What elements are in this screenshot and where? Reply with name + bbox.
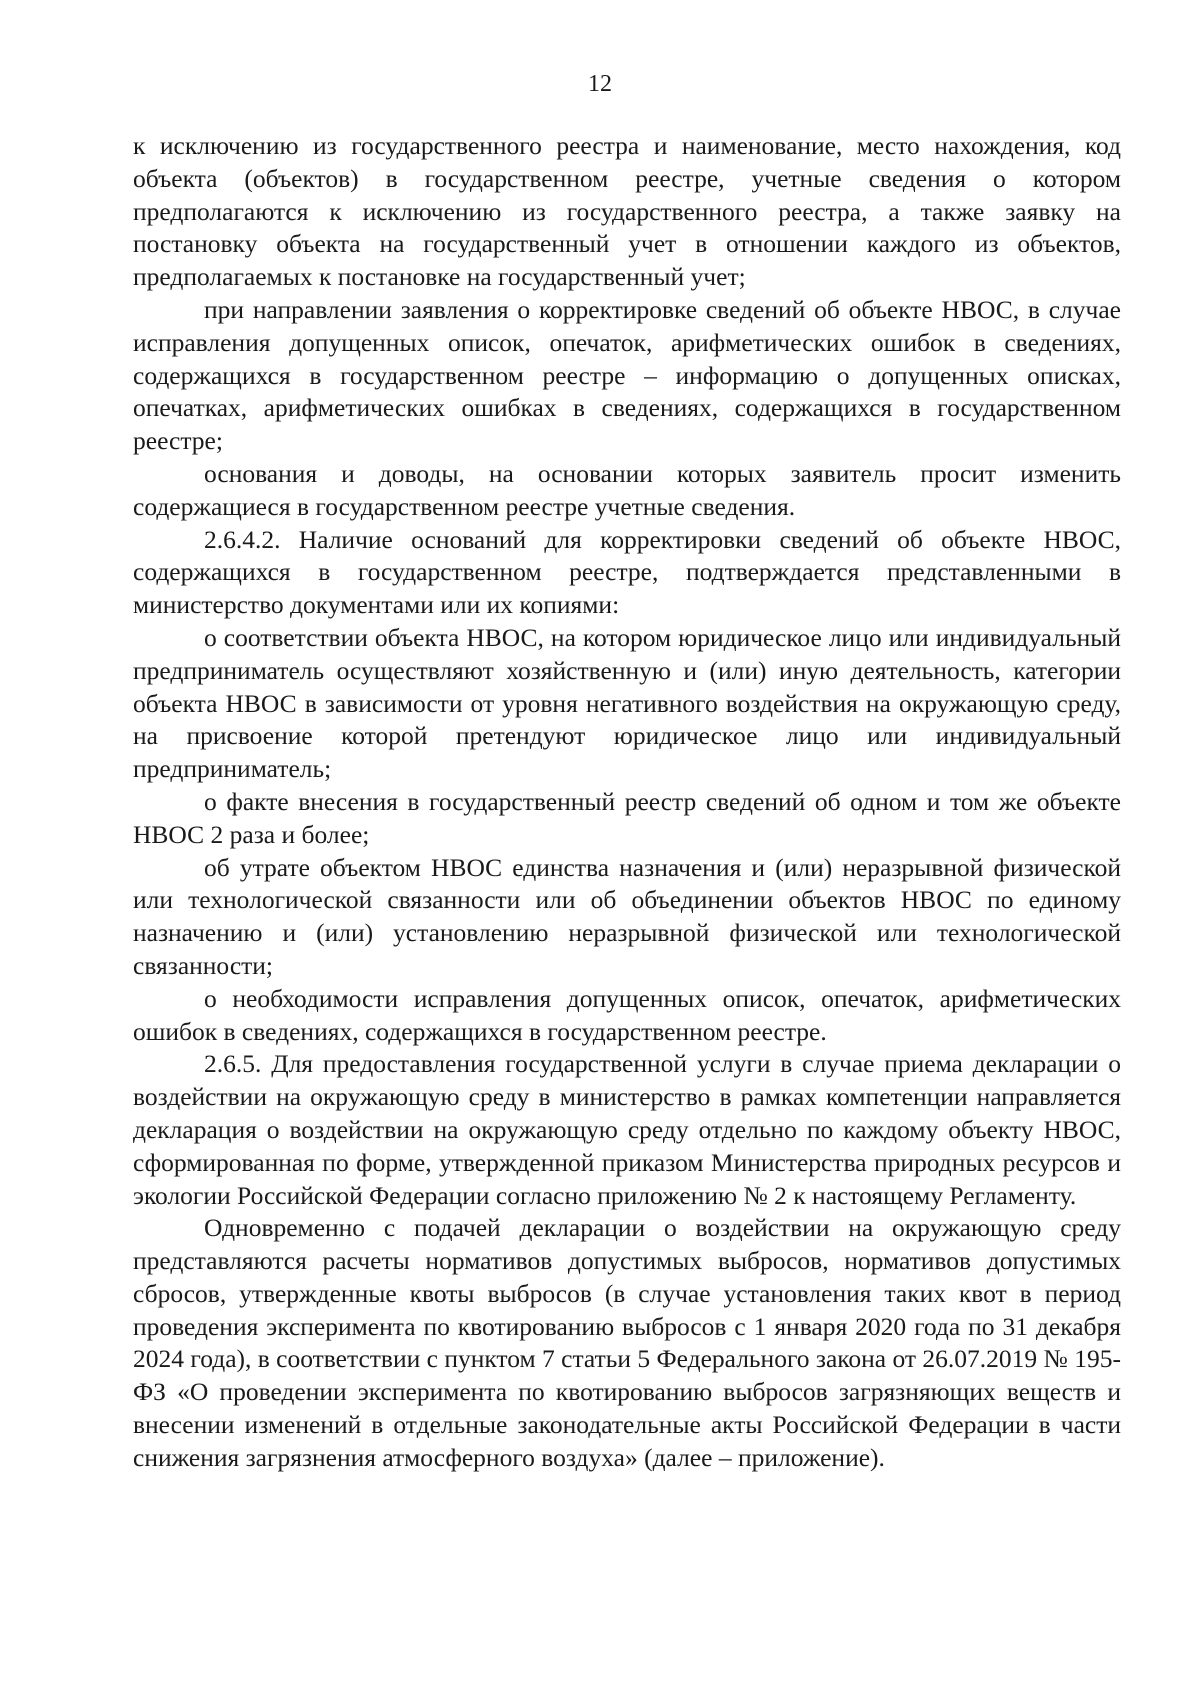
page-number: 12 bbox=[588, 71, 612, 97]
paragraph-8: о необходимости исправления допущенных описок, опечаток, арифметических ошибок в сведениях, содержащихся в государственном реестре. bbox=[133, 983, 1121, 1046]
paragraph-7: об утрате объектом НВОС единства назначения и (или) неразрывной физической или технологической связанности или об объединении объектов НВОС по единому назначению и (или) установлению неразрывной физической или технологической связанности; bbox=[133, 852, 1121, 980]
document-body bbox=[133, 130, 1121, 1475]
paragraph-2: при направлении заявления о корректировке сведений об объекте НВОС, в случае исправления допущенных описок, опечаток, арифметических ошибок в сведениях, содержащихся в государственном реестре – информацию о допущенных описках, опечатках, арифметических ошибках в сведениях, содержащихся в государственном реестре; bbox=[133, 294, 1121, 456]
paragraph-10: Одновременно с подачей декларации о воздействии на окружающую среду представляются расчеты нормативов допустимых выбросов, нормативов допустимых сбросов, утвержденные квоты выбросов (в случае установления таких квот в период проведения эксперимента по квотированию выбросов с 1 января 2020 года по 31 декабря 2024 года), в соответствии с пунктом 7 статьи 5 Федерального закона от 26.07.2019 № 195-ФЗ «О проведении эксперимента по квотированию выбросов загрязняющих веществ и внесении изменений в отдельные законодательные акты Российской Федерации в части снижения загрязнения атмосферного воздуха» (далее – приложение). bbox=[133, 1213, 1121, 1472]
paragraph-9: 2.6.5. Для предоставления государственной услуги в случае приема декларации о воздействии на окружающую среду в министерство в рамках компетенции направляется декларация о воздействии на окружающую среду отдельно по каждому объекту НВОС, сформированная по форме, утвержденной приказом Министерства природных ресурсов и экологии Российской Федерации согласно приложению № 2 к настоящему Регламенту. bbox=[133, 1049, 1121, 1210]
paragraph-1: к исключению из государственного реестра и наименование, место нахождения, код объекта (объектов) в государственном реестре, учетные сведения о котором предполагаются к исключению из государственного реестра, а также заявку на постановку объекта на государственный учет в отношении каждого из объектов, предполагаемых к постановке на государственный учет; bbox=[133, 131, 1121, 292]
paragraph-4: 2.6.4.2. Наличие оснований для корректировки сведений об объекте НВОС, содержащихся в государственном реестре, подтверждается представленными в министерство документами или их копиями: bbox=[133, 524, 1121, 620]
paragraph-3: основания и доводы, на основании которых заявитель просит изменить содержащиеся в государственном реестре учетные сведения. bbox=[133, 458, 1121, 521]
paragraph-5: о соответствии объекта НВОС, на котором юридическое лицо или индивидуальный предприниматель осуществляют хозяйственную и (или) иную деятельность, категории объекта НВОС в зависимости от уровня негативного воздействия на окружающую среду, на присвоение которой претендуют юридическое лицо или индивидуальный предприниматель; bbox=[133, 622, 1121, 784]
paragraph-6: о факте внесения в государственный реестр сведений об одном и том же объекте НВОС 2 раза и более; bbox=[133, 786, 1121, 849]
